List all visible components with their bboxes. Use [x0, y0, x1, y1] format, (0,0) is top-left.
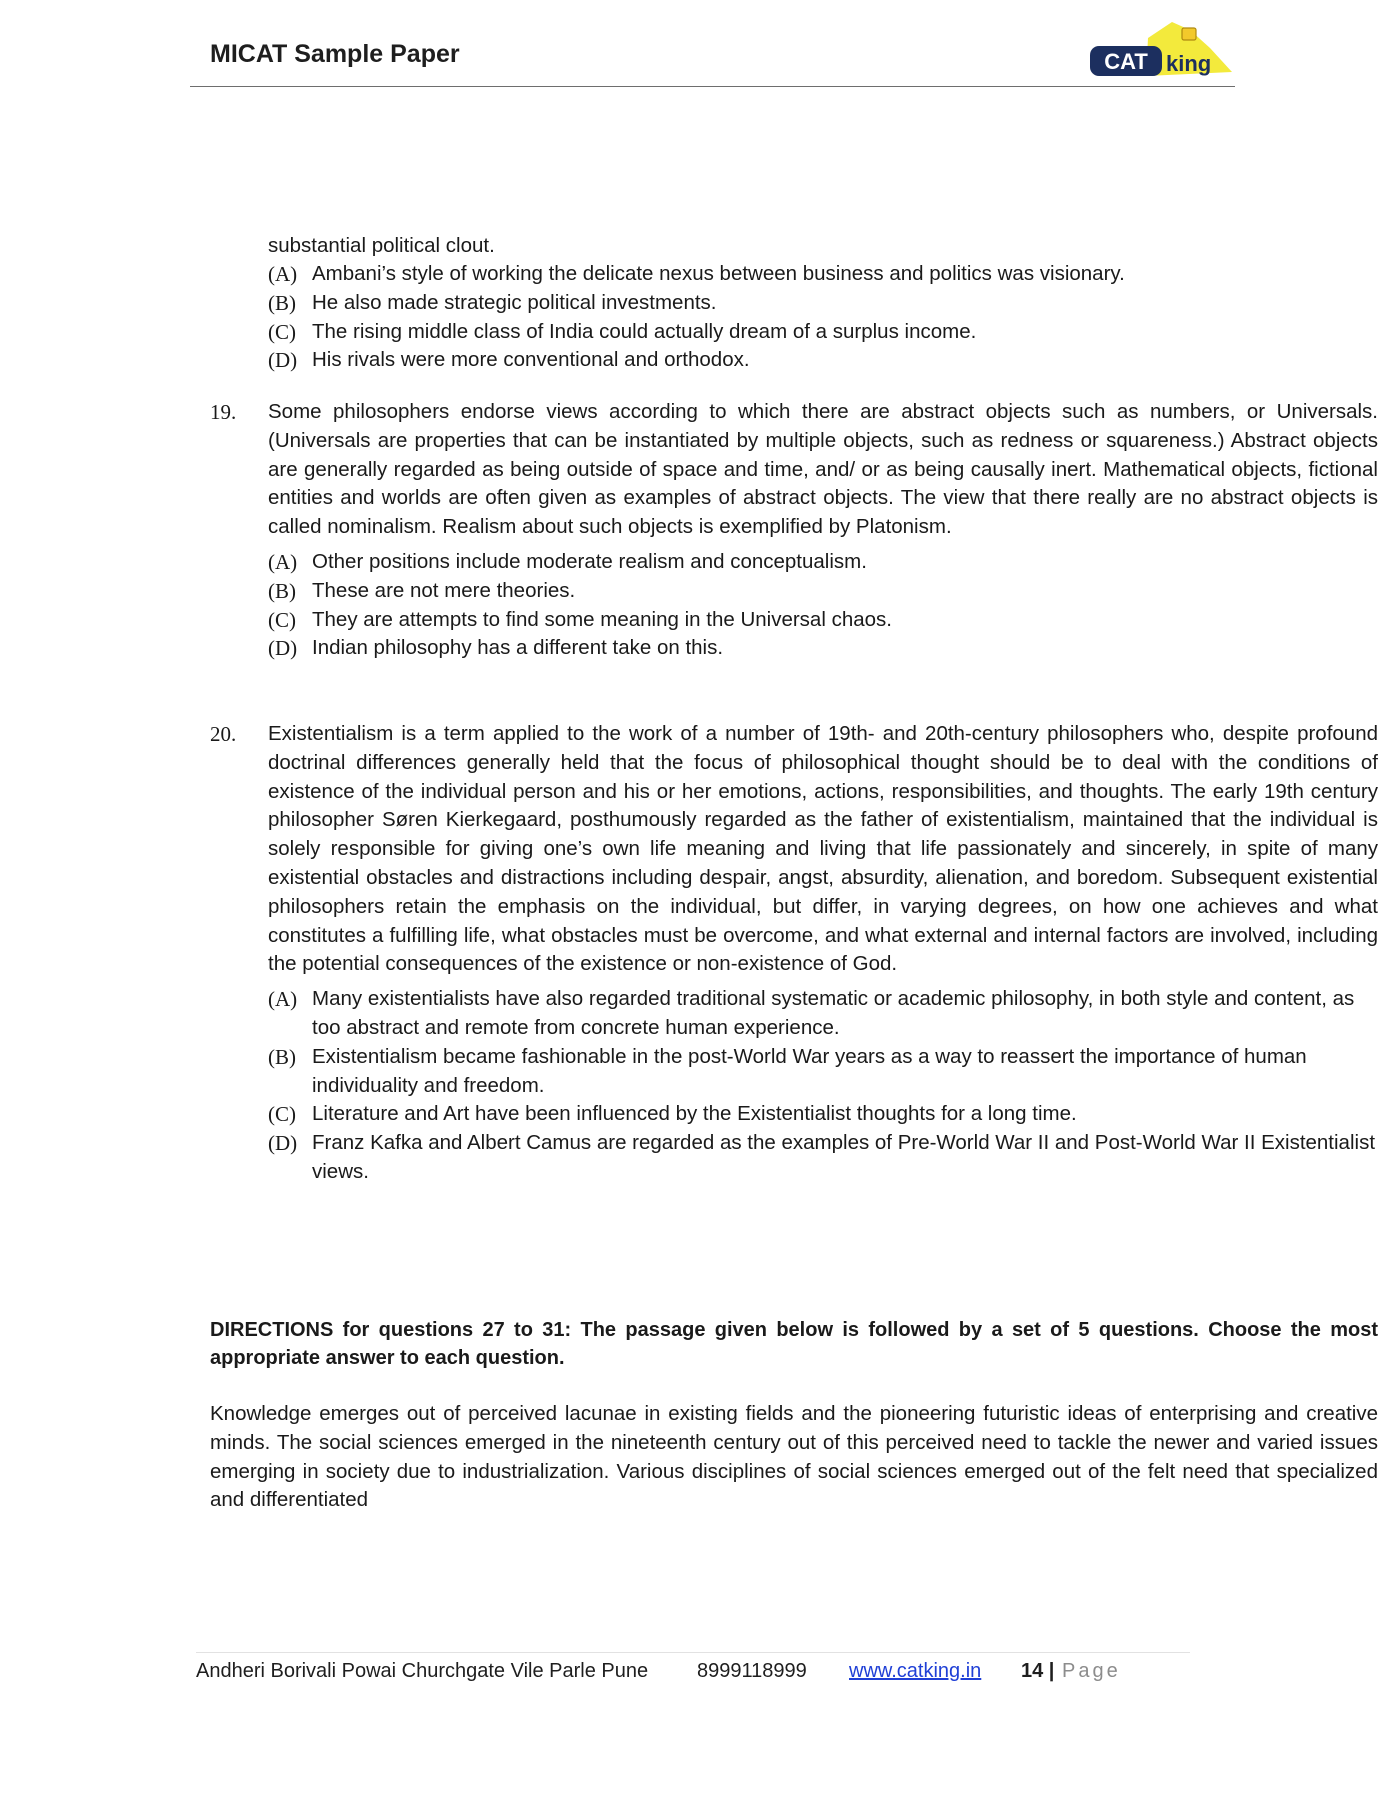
option-d: (D) His rivals were more conventional and orthodox. [268, 348, 750, 373]
option-d: (D) Franz Kafka and Albert Camus are regarded as the examples of Pre-World War II and Post-World War II Existentialist views. [268, 1131, 1376, 1183]
header-divider [190, 86, 1235, 87]
footer-phone: 8999118999 [697, 1660, 807, 1682]
option-d: (D) Indian philosophy has a different take on this. [268, 636, 724, 661]
question-number: 20. [210, 722, 237, 746]
option-b: (B) Existentialism became fashionable in the post-World War years as a way to reassert the importance of human individuality and freedom. [268, 1044, 1307, 1097]
option-c: (C) Literature and Art have been influenced by the Existentialist thoughts for a long time. [268, 1102, 1077, 1127]
catking-logo[interactable] [1088, 18, 1233, 80]
question-text: Some philosophers endorse views according to which there are abstract objects such as numbers, or Universals. (Universals are properties that can be instantiated by multiple objects, such as redness or squareness.) Abstract objects are generally regarded as being outside of space and time, and/ or as being causally inert. Mathematical objects, fictional entities and worlds are often given as examples of abstract objects. The view that there really are no abstract objects is called nominalism. Realism about such objects is exemplified by Platonism. [268, 400, 1378, 539]
footer-locations: Andheri Borivali Powai Churchgate Vile Parle Pune [196, 1660, 649, 1682]
option-c: (C) They are attempts to find some meaning in the Universal chaos. [268, 607, 892, 632]
page-title: MICAT Sample Paper [210, 40, 460, 68]
option-a: (A) Other positions include moderate realism and conceptualism. [268, 549, 867, 574]
footer-page-label: Page [1062, 1660, 1121, 1682]
directions-text: DIRECTIONS for questions 27 to 31: The passage given below is followed by a set of 5 questions. Choose the most appropriate answer to each question. [210, 1319, 1378, 1369]
option-c: (C) The rising middle class of India could actually dream of a surplus income. [268, 319, 977, 344]
logo-king-text: king [1166, 51, 1212, 76]
crown-icon [1182, 28, 1196, 40]
option-a: (A) Many existentialists have also regarded traditional systematic or academic philosophy, in both style and content, as too abstract and remote from concrete human experience. [268, 987, 1355, 1039]
question-text: Existentialism is a term applied to the work of a number of 19th- and 20th-century philosophers who, despite profound doctrinal differences generally held that the focus of philosophical thought should be to deal with the conditions of existence of the individual person and his or her emotions, actions, responsibilities, and thoughts. The early 19th century philosopher Søren Kierkegaard, posthumously regarded as the father of existentialism, maintained that the individual is solely responsible for giving one’s own life meaning and living that life passionately and sincerely, in spite of many existential obstacles and distractions including despair, angst, absurdity, alienation, and boredom. Subsequent existential philosophers retain the emphasis on the individual, but differ, in varying degrees, on how one achieves and what constitutes a fulfilling life, what obstacles must be overcome, and what external and internal factors are involved, including the potential consequences of the existence or non-existence of God. [268, 722, 1378, 976]
option-b: (B) He also made strategic political investments. [268, 290, 717, 315]
option-b: (B) These are not mere theories. [268, 578, 576, 603]
question-18-stem-tail: substantial political clout. [268, 234, 495, 257]
passage-text: Knowledge emerges out of perceived lacunae in existing fields and the pioneering futuristic ideas of enterprising and creative minds. The social sciences emerged in the nineteenth century out of this perceived need to tackle the newer and varied issues emerging in society due to industrialization. Various disciplines of social sciences emerged out of the felt need that specialized and differentiated [210, 1402, 1378, 1512]
footer-divider [196, 1652, 1190, 1653]
footer-website-link[interactable]: www.catking.in [849, 1660, 982, 1682]
option-a: (A) Ambani’s style of working the delicate nexus between business and politics was visionary. [268, 262, 1125, 286]
question-number: 19. [210, 400, 237, 424]
footer-page-number: 14 | [1021, 1660, 1055, 1682]
logo-cat-text: CAT [1104, 49, 1148, 74]
